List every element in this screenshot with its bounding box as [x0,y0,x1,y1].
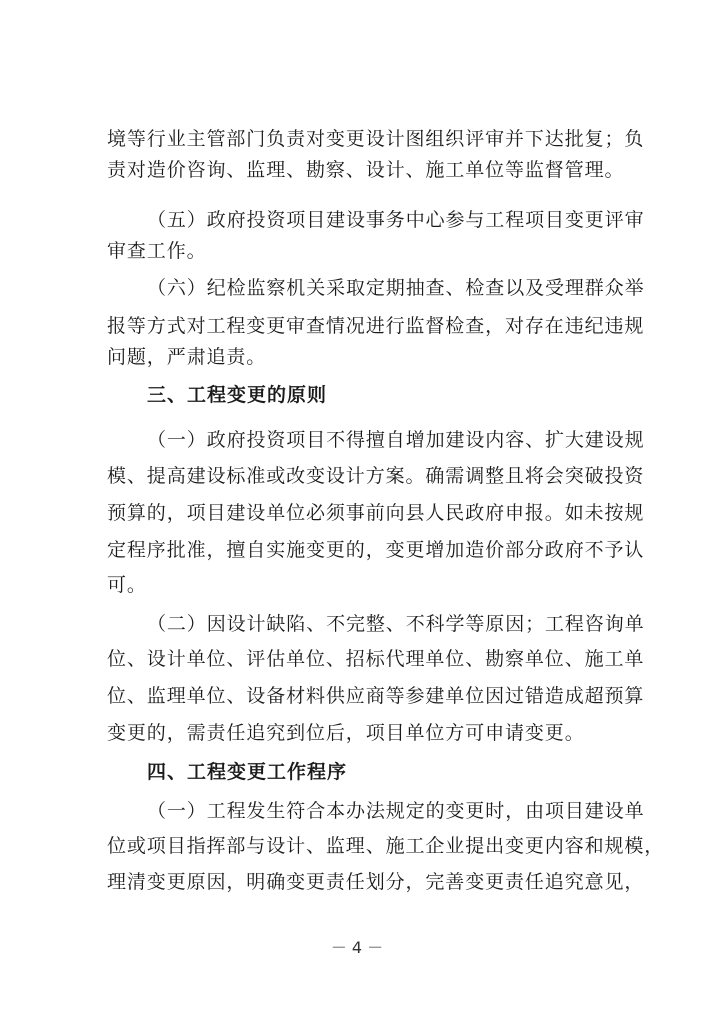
text-line: 审查工作。 [107,240,207,262]
text-line: （二）因设计缺陷、不完整、不科学等原因；工程咨询单 [147,613,645,635]
text-line: 问题，严肃追责。 [107,346,267,368]
text-line: 模、提高建设标准或改变设计方案。确需调整且将会突破投资 [107,465,645,487]
text-line: （一）工程发生符合本办法规定的变更时，由项目建设单 [147,800,645,822]
text-line: 预算的，项目建设单位必须事前向县人民政府申报。如未按规 [107,502,645,524]
text-line: 境等行业主管部门负责对变更设计图组织评审并下达批复；负 [107,128,645,150]
text-line: 位、监理单位、设备材料供应商等参建单位因过错造成超预算 [107,685,645,707]
section-heading: 四、工程变更工作程序 [147,761,348,783]
page-number: － 4 － [330,938,384,957]
text-line: 位、设计单位、评估单位、招标代理单位、勘察单位、施工单 [107,648,645,670]
text-line: 位或项目指挥部与设计、监理、施工企业提出变更内容和规模， [107,835,665,857]
text-line: （一）政府投资项目不得擅自增加建设内容、扩大建设规 [147,429,645,451]
text-line: （五）政府投资项目建设事务中心参与工程项目变更评审 [147,209,645,231]
text-line: 变更的，需责任追究到位后，项目单位方可申请变更。 [107,722,585,744]
text-line: （六）纪检监察机关采取定期抽查、检查以及受理群众举 [147,277,645,299]
section-heading: 三、工程变更的原则 [147,384,328,406]
text-line: 责对造价咨询、监理、勘察、设计、施工单位等监督管理。 [107,159,625,181]
text-line: 报等方式对工程变更审查情况进行监督检查，对存在违纪违规 [107,315,645,337]
text-line: 理清变更原因，明确变更责任划分，完善变更责任追究意见， [107,871,645,893]
text-line: 定程序批准，擅自实施变更的，变更增加造价部分政府不予认 [107,539,645,561]
text-line: 可。 [107,574,147,596]
